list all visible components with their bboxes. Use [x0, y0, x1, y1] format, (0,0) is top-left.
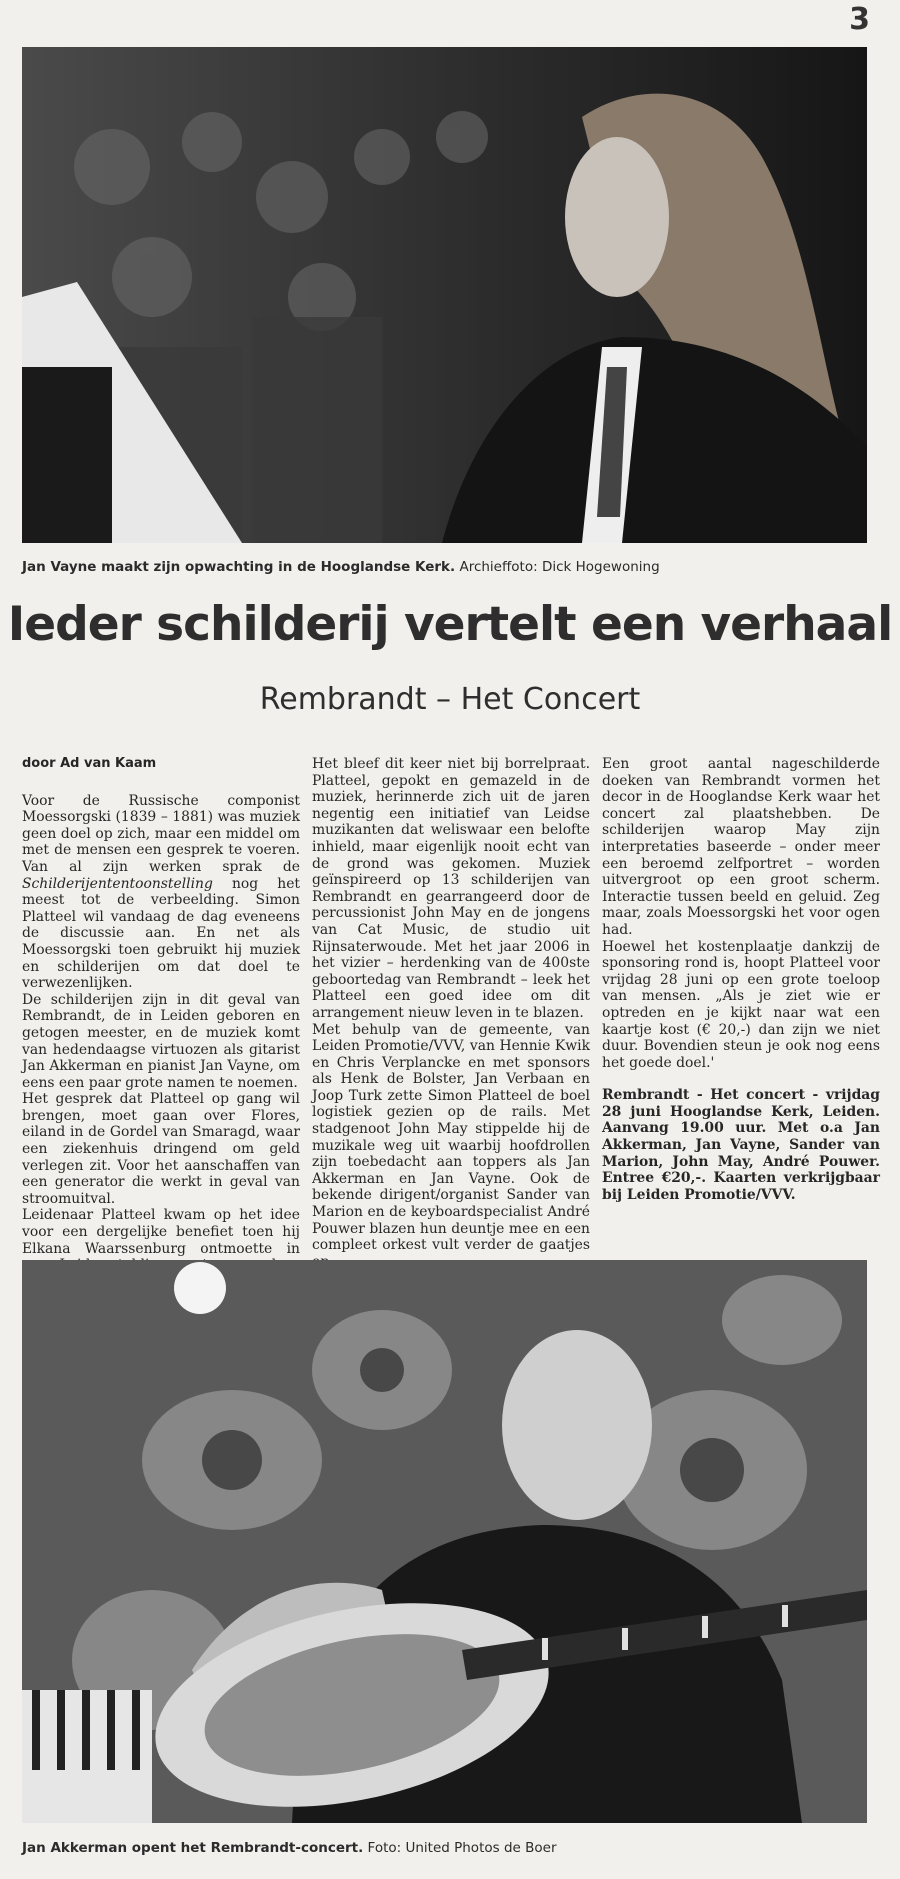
headline: Ieder schilderij vertelt een verhaal	[7, 597, 893, 652]
event-info: Rembrandt - Het concert - vrijdag 28 juni Hooglandse Kerk, Leiden. Aanvang 19.00 uur. Met o.a Jan Akkerman, Jan Vayne, Sander van Marion, John May, André Pouwer. Entree €20,-. Kaarten verkrijgbaar bij Leiden Promotie/VVV.	[602, 1087, 880, 1203]
article-paragraph: Het gesprek dat Platteel op gang wil brengen, moet gaan over Flores, eiland in de Gordel van Smaragd, waar een ziekenhuis dringend om geld verlegen zit. Voor het aanschaffen van een generator die werkt in geval van stroomuitval.	[22, 1091, 300, 1207]
article-paragraph: Met behulp van de gemeente, van Leiden Promotie/VVV, van Hennie Kwik en Chris Verplancke en met sponsors als Henk de Bolster, Jan Verbaan en Joop Turk zette Simon Platteel de boel logistiek gezien op de rails. Met stadgenoot John May stippelde hij de muzikale weg uit waarbij hoofdrollen zijn toebedacht aan toppers als Jan Akkerman en Jan Vayne. Ook de bekende dirigent/organist Sander van Marion en de keyboardspecialist André Pouwer blazen hun deuntje mee en een compleet orkest vult verder de gaatjes	[312, 1021, 590, 1254]
caption-bottom-credit: Foto: United Photos de Boer	[367, 1840, 557, 1856]
caption-bottom-text: Jan Akkerman opent het Rembrandt-concert.	[22, 1840, 364, 1856]
photo-caption-bottom	[22, 1840, 557, 1856]
caption-top-text: Jan Vayne maakt zijn opwachting in de Hooglandse Kerk.	[22, 559, 456, 575]
article-paragraph: De schilderijen zijn in dit geval van Rembrandt, de in Leiden geboren en getogen meester, en de muziek komt van hedendaagse virtuozen als gitarist Jan Akkerman en pianist Jan Vayne, om eens een paar grote namen te noemen.	[22, 991, 300, 1091]
guitarist-photo	[22, 1260, 867, 1823]
photo-caption-top	[22, 559, 660, 575]
article-paragraph: Hoewel het kostenplaatje dankzij de sponsoring rond is, hoopt Platteel voor vrijdag 28 juni op een grote toeloop van mensen. „Als je ziet wie er optreden en je kijkt naar wat een kaartje kost (€ 20,-) dan zijn we niet duur. Bovendien steun je ook nog eens het goede doel.'	[602, 938, 880, 1071]
article-paragraph: Het bleef dit keer niet bij borrelpraat. Platteel, gepokt en gemazeld in de muziek, herinnerde zich uit de jaren negentig een initiatief van Leidse muzikanten dat weliswaar een belofte inhield, maar eigenlijk nooit echt van de grond was gekomen. Muziek geïnspireerd op 13 schilderijen van Rembrandt en gearrangeerd door de percussionist John May en de jongens van Cat Music, de studio uit Rijnsaterwoude. Met het jaar 2006 in het vizier – herdenking van de 400ste geboortedag van Rembrandt – leek het Platteel een goed idee om dit arrangement nieuw leven in te blazen.	[312, 756, 590, 1021]
pianist-photo	[22, 47, 867, 543]
caption-top-credit: Archieffoto: Dick Hogewoning	[459, 559, 660, 575]
emphasis-title: Schilderijententoonstelling	[22, 875, 213, 892]
article-column-2	[312, 756, 590, 1270]
page-number: 3	[849, 2, 870, 37]
byline: door Ad van Kaam	[22, 756, 157, 771]
subheadline: Rembrandt – Het Concert	[259, 682, 641, 717]
article-paragraph: Een groot aantal nageschilderde doeken van Rembrandt vormen het decor in de Hooglandse Kerk waar het concert zal plaatshebben. De schilderijen waarop May zijn interpretaties baseerde – onder meer een beroemd zelfportret – worden uitvergroot op een groot scherm. Interactie tussen beeld en geluid. Zeg maar, zoals Moessorgski het voor ogen had.	[602, 756, 880, 938]
article-column-3	[602, 756, 880, 1203]
article-paragraph: Voor de Russische componist Moessorgski (1839 – 1881) was muziek geen doel op zich, maar een middel om met de mensen een gesprek te voeren. Van al zijn werken sprak de Schilderijententoonstelling nog het meest tot de verbeelding. Simon Platteel wil vandaag de dag eveneens de discussie aan. En net als Moessorgski toen gebruikt hij muziek en schilderijen om dat doel te verwezenlijken.	[22, 792, 300, 992]
article-paragraph: Leidenaar Platteel kwam op het idee voor een dergelijke benefiet toen hij Elkana Waarssenburg ontmoette in	[22, 1207, 300, 1257]
